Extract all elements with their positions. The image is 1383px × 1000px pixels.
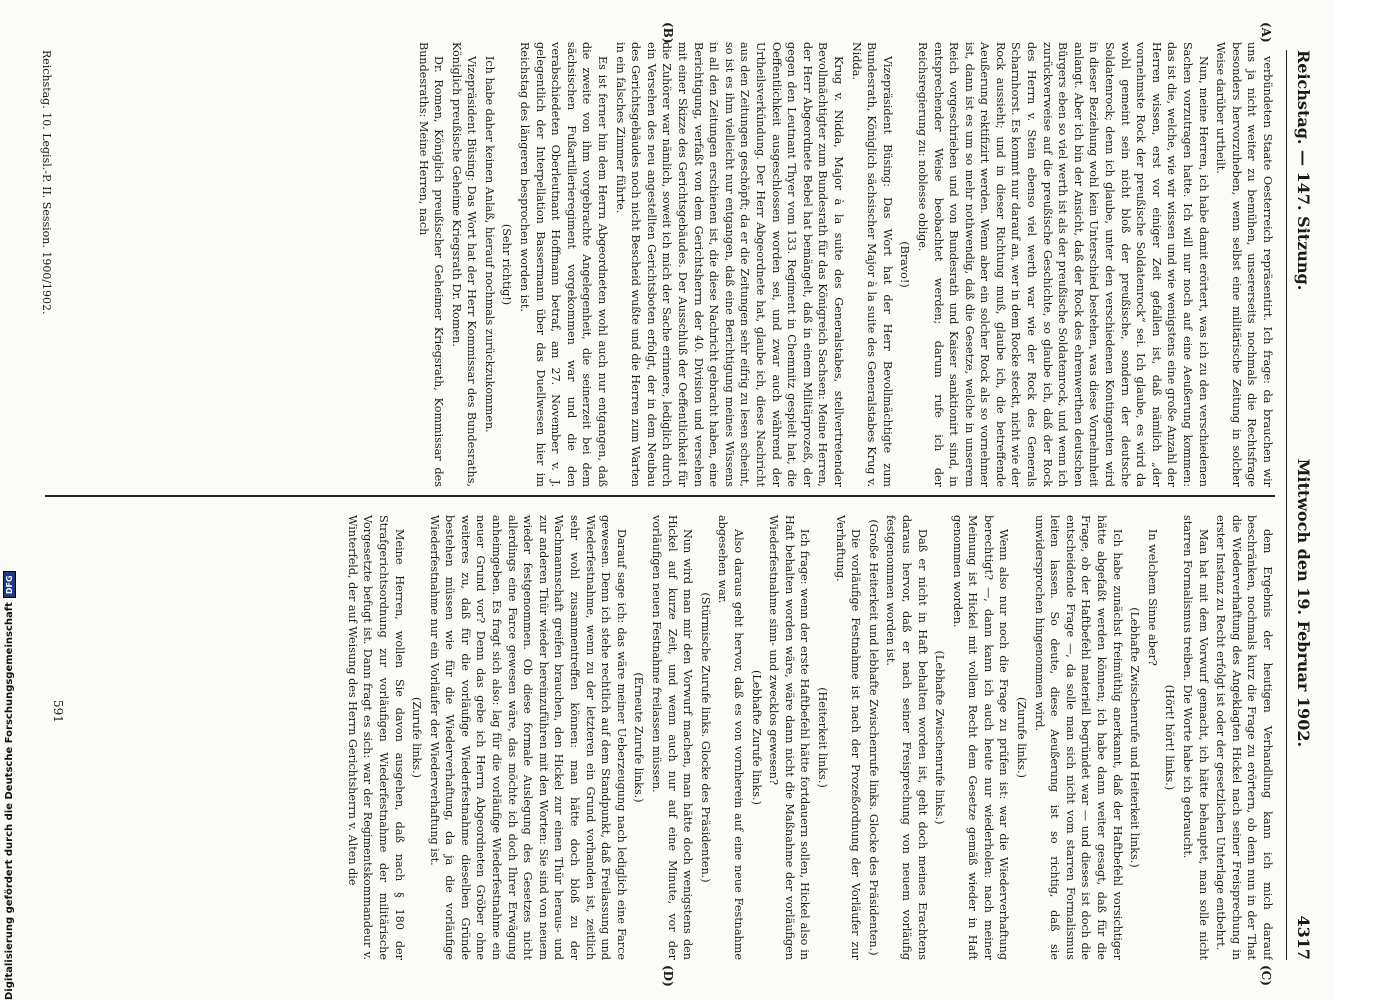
text-paragraph: Meine Herren, wollen Sie davon ausgehen, daß nach § 180 der Strafgerichtsordnung zur vorläufigen Wiederfestnahme der militärische Vorgesetzte befugt ist. Dann fragt es sich: war der Regimentskommandeur v. Winterfeld, der auf Weisung des Herrn Gerichtsherrn v. Alten die: [345, 515, 406, 960]
text-paragraph: verbündeten Staate Oesterreich repräsentirt. Ich frage: da brauchen wir uns ja nicht weiter zu bemühen, unsererseits nochmals die Rechtsfrage besonders hervorzuheben, wenn selbst eine militärische Zeitung in solcher Weise darüber urtheilt.: [1214, 42, 1274, 487]
column-divider: [45, 495, 1275, 497]
text-paragraph: Vizepräsident Büsing: Das Wort hat der Herr Bevollmächtigte zum Bundesrath, Königlich sächsischer Major à la suite des Generalstabes Krug v. Nidda.: [849, 42, 894, 487]
text-paragraph: Krug v. Nidda, Major à la suite des Generalstabes, stellvertretender Bevollmächtigter zum Bundesrath für das Königreich Sachsen: Meine Herren, der Herr Abgeordnete Bebel hat bemängelt, daß in einem Militärprozeß, der gegen den Leutnant Thyer vom 133. Regiment in Chemnitz gespielt hat, die Oeffentlichkeit ausgeschlossen worden sei, und zwar auch während der Urtheilsverkündung. Der Herr Abgeordnete hat, glaube ich, diese Nachricht aus den Zeitungen geschöpft; da er die Zeitungen sehr eifrig zu lesen scheint, so ist es ihm vielleicht nur entgangen, daß eine Berichtigung meines Wissens in all den Zeitungen erschienen ist, die diese Nachricht gebracht haben, eine Berichtigung, verfaßt von dem Gerichtsherrn der 40. Division und versehen mit einer Skizze des Gerichtsgebäudes. Der Ausschluß der Oeffentlichkeit für die Zuhörer war nämlich, soweit ich mich der Sache erinnere, lediglich durch ein Versehen des neu angestellten Gerichtsboten erfolgt, der in dem Neubau des Gerichtsgebäudes noch nicht Bescheid wußte und die Herren zum Warten in ein falsches Zimmer führte.: [613, 42, 845, 487]
credit-text: Digitalisierung gefördert durch die Deutsche Forschungsgemeinschaft: [3, 602, 15, 1000]
stage-direction: (Große Heiterkeit und lebhafte Zwischenrufe links. Glocke des Präsidenten.): [866, 519, 880, 956]
header-session: Reichstag. — 147. Sitzung.: [1294, 50, 1313, 291]
margin-marker-c: (C): [1259, 965, 1273, 986]
text-paragraph: Darauf sage ich: das wäre meiner Ueberzeugung nach lediglich eine Farce gewesen. Denn ich stehe rechtlich auf dem Standpunkt, daß Freilassung und Wiederfestnahme, wenn zu der letzteren ein Grund vorhanden ist, zeitlich sehr wohl zusammentreffen können: man hätte doch bloß zu der Wachmannschaft greifen brauchen, den Hickel zur einen Thür heraus- und zur anderen Thür wieder hereinzuführen mit den Worten: Sie sind von neuem wieder festgenommen. Ob diese formale Auslegung des Gesetzes nicht allerdings eine Farce gewesen wäre, das möchte ich doch Ihrer Erwägung anheimgeben. Es fragt sich also: lag für die vorläufige Wiederfestnahme ein neuer Grund vor? Denn das gebe ich Herrn Abgeordneten Gröber ohne weiteres zu, daß für die vorläufige Wiederfestnahme dieselben Gründe bestehen müssen wie für die Wiederverhaftung, da ja die vorläufige Wiederfestnahme nur ein Vorläufer der Wiederverhaftung ist.: [427, 515, 628, 960]
stage-direction: (Stürmische Zurufe links. Glocke des Präsidenten.): [698, 592, 712, 883]
margin-marker-d: (D): [661, 965, 675, 987]
text-paragraph: Also daraus geht hervor, daß es von vornherein auf eine neue Festnahme abgesehen war.: [716, 515, 745, 960]
text-paragraph: Ich habe zunächst freimüthig anerkannt, daß der Haftbefehl vorsichtiger hätte abgefaßt werden können; ich habe dann weiter gesagt, daß für die Frage, ob der Haftbefehl materiell begründet war — und dieses ist doch die entscheidende Frage —, da solle man sich nicht vom starren Formalismus leiten lassen. So deute, diese Aeußerung ist so richtig, daß sie unwidersprochen hingenommen wird.: [1032, 515, 1124, 960]
text-paragraph: Ich habe daher keinen Anlaß, hierauf nochmals zurückzukommen.: [482, 56, 496, 433]
stage-direction: (Lebhafte Zwischenrufe links.): [933, 650, 947, 825]
stage-direction: (Sehr richtig!): [500, 223, 514, 306]
stage-direction: (Erneute Zurufe links.): [632, 672, 646, 803]
text-paragraph: Es ist ferner hin dem Herrn Abgeordneten wohl auch nur entgangen, daß die zweite von ihm vorgebrachte Angelegenheit, die seinerzeit bei dem sächsischen Fußartillerieregiment vorgekommen war und die den verabschiedeten Oberleutnant Hoffmann betraf, am 27. November v. J. gelegentlich der Interpellation Bassermann über das Duellwesen hier im Reichstag des längeren besprochen worden ist.: [518, 42, 610, 487]
footer-page-number: 591: [51, 700, 65, 723]
stage-direction: (Lebhafte Zurufe links.): [749, 670, 763, 805]
text-paragraph: Ich frage: wenn der erste Haftbefehl hätte fortdauern sollen, Hickel also in Haft behalten worden wäre, wäre dann nicht die Maßnahme der vorläufigen Wiederfestnahme sinn- und zwecklos gewesen?: [767, 515, 812, 960]
text-paragraph: In welchem Sinne aber?: [1145, 529, 1159, 666]
margin-marker-a: (A): [1259, 22, 1273, 43]
digitization-credit: [1, 10, 17, 1000]
page-header: [1286, 50, 1313, 960]
footer-volume-info: Reichstag. 10. Legisl.-P. II. Session. 1900/1902.: [40, 50, 53, 315]
right-text-column: [25, 515, 1275, 960]
left-text-column: [25, 42, 1275, 487]
text-paragraph: Man hat mit dem Vorwurf gemacht, ich hätte behauptet, man solle nicht starren Formalismus treiben. Die Worte habe ich gebraucht.: [1181, 515, 1210, 960]
stage-direction: (Hört! hört! links.): [1163, 684, 1177, 791]
stage-direction: (Heiterkeit links.): [815, 687, 829, 788]
header-date: Mittwoch den 19. Februar 1902.: [1294, 458, 1313, 748]
margin-marker-b: (B): [661, 22, 675, 44]
text-paragraph: Nun, meine Herren, ich habe damit erörtert, was ich zu den verschiedenen Sachen vorzutragen hatte. Ich will nur noch auf eine Aeußerung kommen: das ist die, welche, wie wir wissen und wie wenigstens eine große Anzahl der Herren wissen, erst vor einiger Zeit gefallen ist, daß nämlich „der vornehmste Rock der preußische Soldatenrock“ sei. Ich glaube, es wird da wohl gemeint sein nicht bloß der preußische, sondern der deutsche Soldatenrock; denn ich glaube, unter den verschiedenen Kontingenten wird in dieser Beziehung wohl kein Unterschied bestehen, was diese Vornehmheit anlangt. Aber ich bin der Ansicht, daß der Rock des ehrenwerthen deutschen Bürgers eben so viel werth ist als der preußische Soldatenrock, und wenn ich zurückverweise auf die preußische Geschichte, so glaube ich, daß der Rock des Herrn v. Stein ebenso viel werth war wie der Rock des Generals Scharnhorst. Es kommt nur darauf an, wer in dem Rocke steckt, nicht wie der Rock aussieht; und in dieser Richtung muß, glaube ich, die betreffende Aeußerung rektifizirt werden. Wenn aber ein solcher Rock als so vornehmer ist, dann ist es um so mehr nothwendig, daß die Gesetze, welche in unserem Reich vorgeschrieben und von Bundesrath und Kaiser sanktionirt sind, in entsprechender Weise beobachtet werden; darum rufe ich der Reichsregierung zu: noblesse oblige.: [915, 42, 1210, 487]
text-paragraph: Dr. Romen, Königlich preußischer Geheimer Kriegsrath, Kommissar des Bundesraths: Meine Herren, nach: [416, 42, 446, 487]
stage-direction: (Bravo!): [898, 241, 912, 288]
stage-direction: (Zurufe links.): [410, 696, 424, 779]
text-paragraph: Wenn also nur noch die Frage zu prüfen ist: war die Wiederverhaftung berechtigt? —, dann kann ich auch heute nur wiederholen: nach meiner Meinung ist Hickel mit vollem Recht dem Gesetze gemäß wieder in Haft genommen worden.: [950, 515, 1011, 960]
stage-direction: (Zurufe links.): [1015, 696, 1029, 779]
text-paragraph: Nun wird man mir den Vorwurf machen, man hätte doch wenigstens den Hickel auf kurze Zeit, und wenn auch nur auf eine Minute, vor der vorläufigen neuen Festnahme freilassen müssen.: [650, 515, 695, 960]
text-paragraph: dem Ergebnis der heutigen Verhandlung kann ich mich darauf beschränken, nochmals kurz die Frage zu erörtern, ob denn nun in der That die Wiederverhaftung des Angeklagten Hickel nach seiner Freisprechung in erster Instanz zu Recht erfolgt ist oder der gesetzlichen Unterlage entbehrt.: [1214, 515, 1274, 960]
text-paragraph: Vizepräsident Büsing: Das Wort hat der Herr Kommissar des Bundesraths, Königlich preußische Geheime Kriegsrath Dr. Romen.: [449, 42, 479, 487]
text-paragraph: Die vorläufige Festnahme ist nach der Prozeßordnung der Vorläufer zur Verhaftung.: [833, 515, 863, 960]
dfg-logo: DFG: [3, 571, 16, 598]
stage-direction: (Lebhafte Zwischenrufe und Heiterkeit links.): [1128, 607, 1142, 868]
header-page-number: 4317: [1294, 915, 1313, 960]
text-paragraph: Daß er nicht in Haft behalten worden ist, geht doch meines Erachtens daraus hervor, daß er nach seiner Freisprechung von neuem vorläufig festgenommen worden ist.: [884, 515, 929, 960]
